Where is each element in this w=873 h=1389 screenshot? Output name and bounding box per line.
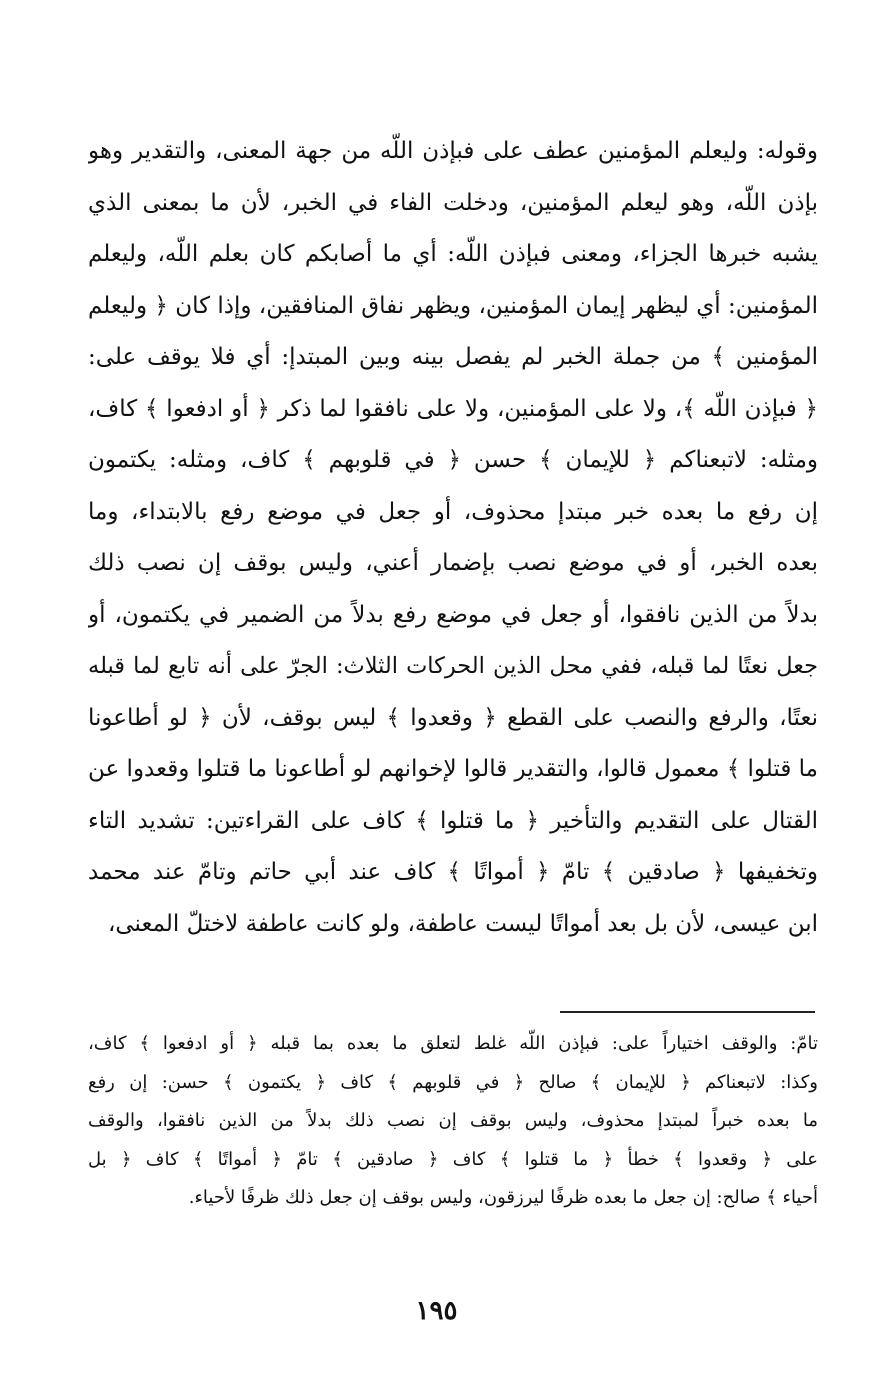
main-text-line: بدلاً من الذين نافقوا، أو جعل في موضع رفع بدلاً من الضمير في يكتمون، أو — [88, 601, 818, 628]
page-number: ١٩٥ — [415, 1296, 458, 1326]
main-text-body — [88, 126, 818, 950]
footnote-line: أحياء ﴾ صالح: إن جعل ما بعده ظرفًا ليرزقون، وليس بوقف إن جعل ذلك ظرفًا لأحياء. — [188, 1187, 818, 1208]
footnote-line: على ﴿ وقعدوا ﴾ خطأ ﴿ ما قتلوا ﴾ كاف ﴿ صادقين ﴾ تامّ ﴿ أمواتًا ﴾ كاف ﴿ بل — [88, 1148, 818, 1170]
main-text-line: ﴿ فبإذن اللّه ﴾، ولا على المؤمنين، ولا على نافقوا لما ذكر ﴿ أو ادفعوا ﴾ كاف، — [88, 395, 818, 422]
main-text-line: المؤمنين ﴾ من جملة الخبر لم يفصل بينه وبين المبتدإ: أي فلا يوقف على: — [88, 344, 818, 370]
main-text-line: يشبه خبرها الجزاء، ومعنى فبإذن اللّه: أي ما أصابكم كان بعلم اللّه، وليعلم — [88, 241, 818, 267]
main-text-line: جعل نعتًا لما قبله، ففي محل الذين الحركات الثلاث: الجرّ على أنه تابع لما قبله — [88, 653, 818, 679]
main-text-line: المؤمنين: أي ليظهر إيمان المؤمنين، ويظهر نفاق المنافقين، وإذا كان ﴿ وليعلم — [88, 292, 818, 319]
footnote-line: ما بعده خبراً لمبتدإ محذوف، وليس بوقف إن نصب ذلك بدلاً من الذين نافقوا، والوقف — [88, 1110, 818, 1131]
footnote-line: وكذا: لاتبعناكم ﴿ للإيمان ﴾ صالح ﴿ في قلوبهم ﴾ كاف ﴿ يكتمون ﴾ حسن: إن رفع — [88, 1071, 818, 1093]
main-text-line: القتال على التقديم والتأخير ﴿ ما قتلوا ﴾ كاف على القراءتين: تشديد التاء — [88, 807, 818, 834]
footnote-separator-rule — [560, 1011, 815, 1013]
main-text-line: ما قتلوا ﴾ معمول قالوا، والتقدير قالوا لإخوانهم لو أطاعونا ما قتلوا وقعدوا عن — [88, 756, 818, 782]
main-text-line: وتخفيفها ﴿ صادقين ﴾ تامّ ﴿ أمواتًا ﴾ كاف عند أبي حاتم وتامّ عند محمد — [88, 859, 818, 885]
main-text-line: ومثله: لاتبعناكم ﴿ للإيمان ﴾ حسن ﴿ في قلوبهم ﴾ كاف، ومثله: يكتمون — [88, 447, 818, 473]
footnotes — [88, 1025, 818, 1218]
main-text-line: بإذن اللّه، وهو ليعلم المؤمنين، ودخلت الفاء في الخبر، لأن ما بمعنى الذي — [88, 189, 818, 216]
main-text-line: وقوله: وليعلم المؤمنين عطف على فبإذن اللّه من جهة المعنى، والتقدير وهو — [88, 138, 818, 164]
main-text-line: إن رفع ما بعده خبر مبتدإ محذوف، أو جعل في موضع رفع بالابتداء، وما — [88, 498, 818, 525]
main-text-line: ابن عيسى، لأن بل بعد أمواتًا ليست عاطفة، ولو كانت عاطفة لاختلّ المعنى، — [107, 910, 818, 937]
main-text-line: بعده الخبر، أو في موضع نصب بإضمار أعني، وليس بوقف إن نصب ذلك — [88, 550, 818, 576]
footnote-line: تامّ: والوقف اختياراً على: فبإذن اللّه غلط لتعلق ما بعده بما قبله ﴿ أو ادفعوا ﴾ كاف، — [88, 1033, 818, 1054]
main-text-line: نعتًا، والرفع والنصب على القطع ﴿ وقعدوا ﴾ ليس بوقف، لأن ﴿ لو أطاعونا — [88, 704, 818, 731]
